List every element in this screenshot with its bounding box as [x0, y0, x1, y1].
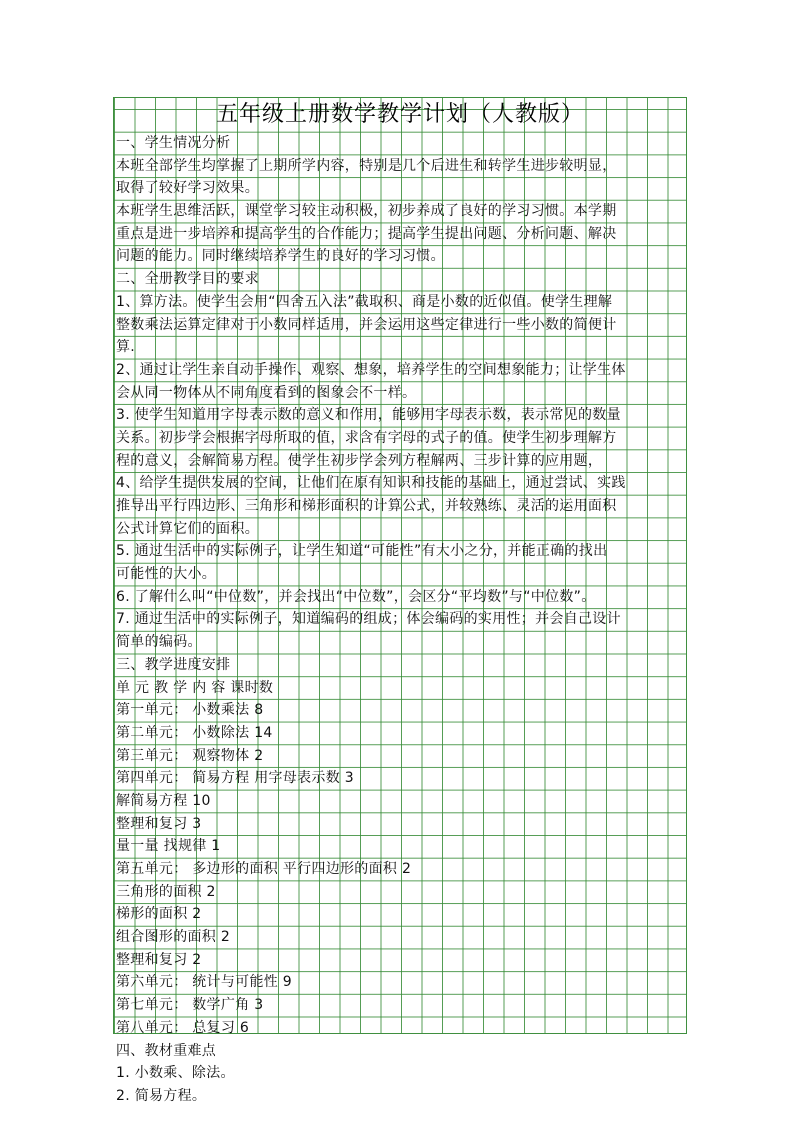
text-line: 第八单元： 总复习 6 — [116, 1019, 250, 1036]
text-line: 2、通过让学生亲自动手操作、观察、想象，培养学生的空间想象能力；让学生体 — [116, 361, 626, 378]
text-line: 整理和复习 3 — [116, 815, 202, 832]
text-line: 6. 了解什么叫“中位数”，并会找出“中位数”，会区分“平均数”与“中位数”。 — [116, 588, 596, 605]
text-line: 本班学生思维活跃，课堂学习较主动积极，初步养成了良好的学习习惯。本学期 — [116, 203, 617, 220]
document-body — [116, 132, 686, 1108]
text-line: 4、给学生提供发展的空间，让他们在原有知识和技能的基础上，通过尝试、实践 — [116, 475, 626, 492]
text-line: 第五单元： 多边形的面积 平行四边形的面积 2 — [116, 861, 412, 877]
text-line: 公式计算它们的面积。 — [116, 520, 259, 537]
text-line: 二、全册教学目的要求 — [116, 271, 259, 288]
text-line: 可能性的大小。 — [116, 566, 217, 583]
text-line: 第七单元： 数学广角 3 — [116, 997, 264, 1014]
text-line: 一、学生情况分析 — [116, 135, 231, 151]
text-line: 关系。初步学会根据字母所取的值，求含有字母的式子的值。使学生初步理解方 — [116, 429, 617, 446]
text-line: 第二单元： 小数除法 14 — [116, 724, 273, 741]
text-line: 推导出平行四边形、三角形和梯形面积的计算公式，并较熟练、灵活的运用面积 — [116, 498, 617, 514]
text-line: 四、教材重难点 — [116, 1042, 217, 1059]
text-line: 5. 通过生活中的实际例子，让学生知道“可能性”有大小之分，并能正确的找出 — [116, 543, 608, 560]
text-line: 1. 小数乘、除法。 — [116, 1065, 235, 1082]
text-line: 第三单元： 观察物体 2 — [116, 747, 264, 764]
text-line: 单 元 教 学 内 容 课时数 — [116, 679, 274, 696]
text-line: 整理和复习 2 — [116, 951, 202, 968]
text-line: 2. 简易方程。 — [116, 1087, 207, 1104]
text-line: 程的意义，会解简易方程。使学生初步学会列方程解两、三步计算的应用题， — [116, 452, 603, 469]
document-title: 五年级上册数学教学计划（人教版） — [215, 102, 584, 127]
text-line: 取得了较好学习效果。 — [116, 180, 259, 197]
text-line: 组合图形的面积 2 — [116, 929, 231, 946]
text-line: 解简易方程 10 — [116, 792, 211, 809]
text-line: 第六单元： 统计与可能性 9 — [116, 974, 293, 991]
text-line: 整数乘法运算定律对于小数同样适用，并会运用这些定律进行一些小数的简便计 — [116, 316, 617, 333]
text-line: 算. — [116, 339, 136, 356]
text-line: 问题的能力。同时继续培养学生的良好的学习习惯。 — [116, 248, 445, 265]
text-line: 第四单元： 简易方程 用字母表示数 3 — [116, 770, 354, 787]
text-line: 量一量 找规律 1 — [116, 838, 221, 855]
text-line: 1、算方法。使学生会用“四舍五入法”截取积、商是小数的近似值。使学生理解 — [116, 293, 613, 310]
text-line: 简单的编码。 — [116, 634, 202, 651]
text-line: 梯形的面积 2 — [116, 906, 202, 923]
text-line: 三、教学进度安排 — [116, 656, 231, 673]
text-line: 3. 使学生知道用字母表示数的意义和作用，能够用字母表示数，表示常见的数量 — [116, 407, 621, 424]
text-line: 第一单元： 小数乘法 8 — [116, 702, 264, 719]
text-line: 三角形的面积 2 — [116, 883, 216, 900]
text-line: 7. 通过生活中的实际例子，知道编码的组成；体会编码的实用性；并会自己设计 — [116, 611, 621, 628]
text-line: 重点是进一步培养和提高学生的合作能力；提高学生提出问题、分析问题、解决 — [116, 225, 617, 242]
text-line: 本班全部学生均掌握了上期所学内容，特别是几个后进生和转学生进步较明显， — [116, 157, 617, 174]
grid-paper — [113, 97, 687, 1104]
text-line: 会从同一物体从不同角度看到的图象会不一样。 — [116, 384, 417, 401]
